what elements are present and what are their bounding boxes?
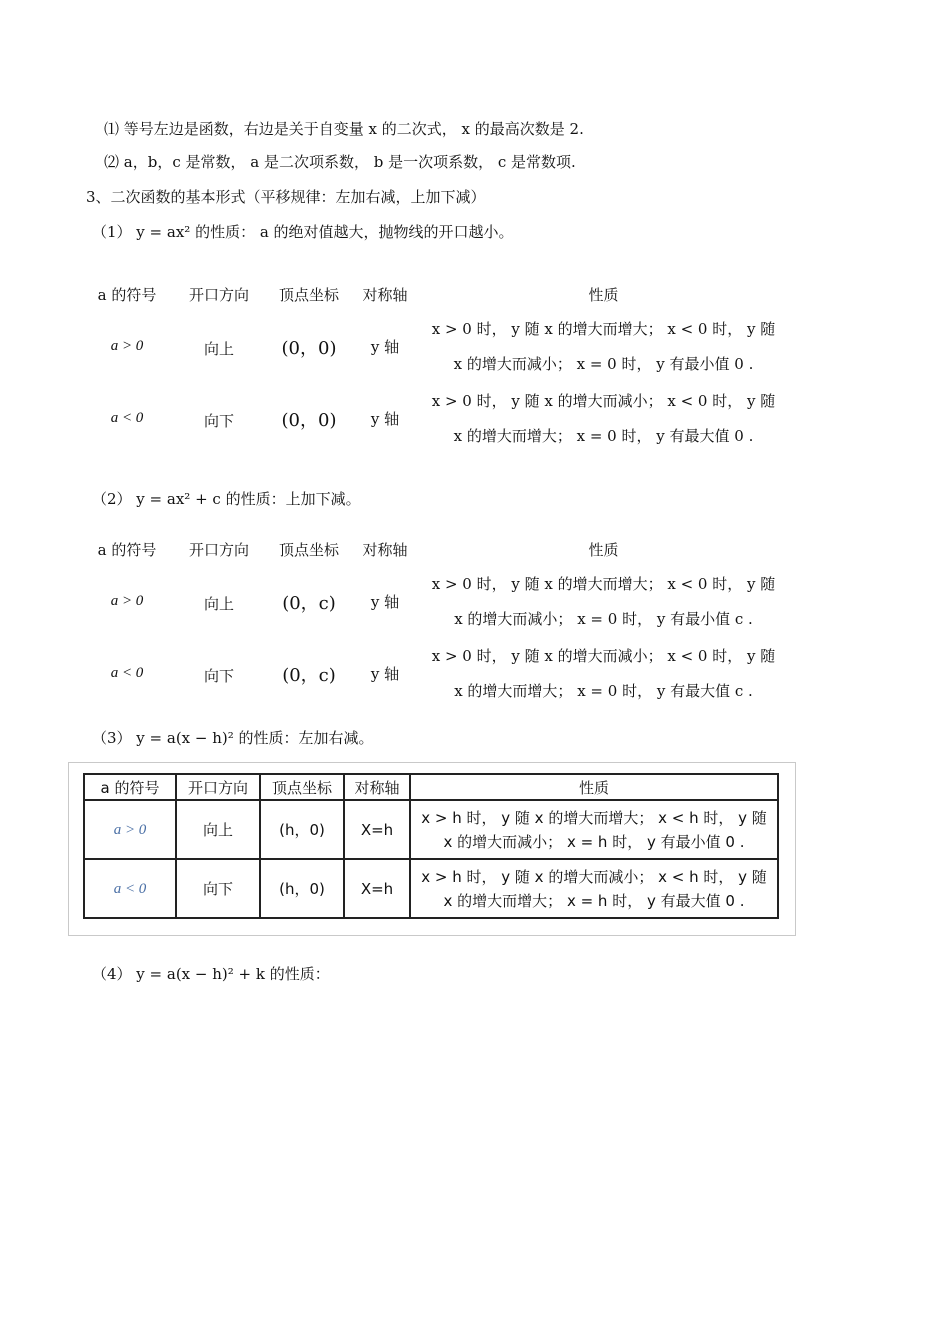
row-opening: 向下 [176,859,260,918]
row-opening: 向上 [203,595,234,613]
header-opening: 开口方向 [188,286,249,304]
row-axis: y 轴 [370,410,400,428]
row-vertex: (h，0) [260,800,344,859]
row-vertex: (h，0) [260,859,344,918]
header-vertex: 顶点坐标 [278,286,339,304]
header-axis: 对称轴 [344,774,410,800]
table-row [84,800,778,859]
intro-item-2: ⑵ a，b，c 是常数， a 是二次项系数， b 是一次项系数， c 是常数项. [104,153,576,171]
table-row [86,384,786,456]
row-property [426,312,781,382]
part-3-table-image [68,762,796,936]
row-axis: y 轴 [370,665,400,683]
part-1-table [86,284,786,456]
row-property-line-1: x > 0 时， y 随 x 的增大而增大； x < 0 时， y 随 [431,575,776,593]
row-property-line-2: x 的增大而减小； x = 0 时， y 有最小值 0 . [453,355,754,373]
row-property-line-2: x 的增大而减小； x = 0 时， y 有最小值 c . [454,610,753,628]
row-property-line-1: x > h 时， y 随 x 的增大而增大； x < h 时， y 随 [421,808,767,827]
row-property-line-2: x 的增大而增大； x = 0 时， y 有最大值 0 . [453,427,754,445]
row-sign: a < 0 [110,665,144,681]
row-property-line-1: x > h 时， y 随 x 的增大而减小； x < h 时， y 随 [421,867,767,886]
header-property: 性质 [410,774,778,800]
header-sign: a 的符号 [97,286,157,304]
row-opening: 向上 [203,340,234,358]
header-property: 性质 [588,541,619,559]
row-sign: a < 0 [84,859,176,918]
row-vertex: (0，0) [281,410,337,431]
row-property-line-2: x 的增大而增大； x = 0 时， y 有最大值 c . [454,682,753,700]
part-2-table [86,539,786,711]
row-opening: 向上 [176,800,260,859]
row-vertex: (0，c) [282,665,336,686]
header-opening: 开口方向 [176,774,260,800]
section-3-title: 3、二次函数的基本形式（平移规律：左加右减，上加下减） [86,188,486,206]
table-row [86,567,786,639]
table-row [86,639,786,711]
row-sign: a < 0 [110,410,144,426]
row-sign: a > 0 [84,800,176,859]
part-3-title: （3） y = a(x − h)² 的性质：左加右减。 [92,729,374,747]
table-row [86,312,786,384]
row-opening: 向下 [203,667,234,685]
row-opening: 向下 [203,412,234,430]
part-3-table [83,773,779,919]
part-2-title: （2） y = ax² + c 的性质：上加下减。 [92,490,361,508]
part-4-title: （4） y = a(x − h)² + k 的性质： [92,965,330,983]
row-property [410,859,778,918]
row-axis: y 轴 [370,338,400,356]
row-property-line-1: x > 0 时， y 随 x 的增大而减小； x < 0 时， y 随 [431,647,776,665]
row-property-line-1: x > 0 时， y 随 x 的增大而减小； x < 0 时， y 随 [431,392,776,410]
row-property [410,800,778,859]
row-sign: a > 0 [110,338,144,354]
row-property-line-2: x 的增大而增大； x = h 时， y 有最大值 0 . [443,891,745,910]
row-property [426,639,781,709]
row-property [426,384,781,454]
table-row [84,859,778,918]
intro-item-1: ⑴ 等号左边是函数，右边是关于自变量 x 的二次式， x 的最高次数是 2. [104,120,584,138]
row-axis: X=h [344,859,410,918]
part-1-title: （1） y = ax² 的性质： a 的绝对值越大，抛物线的开口越小。 [92,223,514,241]
row-vertex: (0，c) [282,593,336,614]
header-property: 性质 [588,286,619,304]
row-axis: X=h [344,800,410,859]
header-axis: 对称轴 [362,286,408,304]
header-opening: 开口方向 [188,541,249,559]
row-property [426,567,781,637]
row-vertex: (0，0) [281,338,337,359]
header-sign: a 的符号 [84,774,176,800]
header-axis: 对称轴 [362,541,408,559]
header-vertex: 顶点坐标 [278,541,339,559]
row-axis: y 轴 [370,593,400,611]
header-sign: a 的符号 [97,541,157,559]
row-property-line-1: x > 0 时， y 随 x 的增大而增大； x < 0 时， y 随 [431,320,776,338]
row-sign: a > 0 [110,593,144,609]
row-property-line-2: x 的增大而减小； x = h 时， y 有最小值 0 . [443,832,745,851]
header-vertex: 顶点坐标 [260,774,344,800]
